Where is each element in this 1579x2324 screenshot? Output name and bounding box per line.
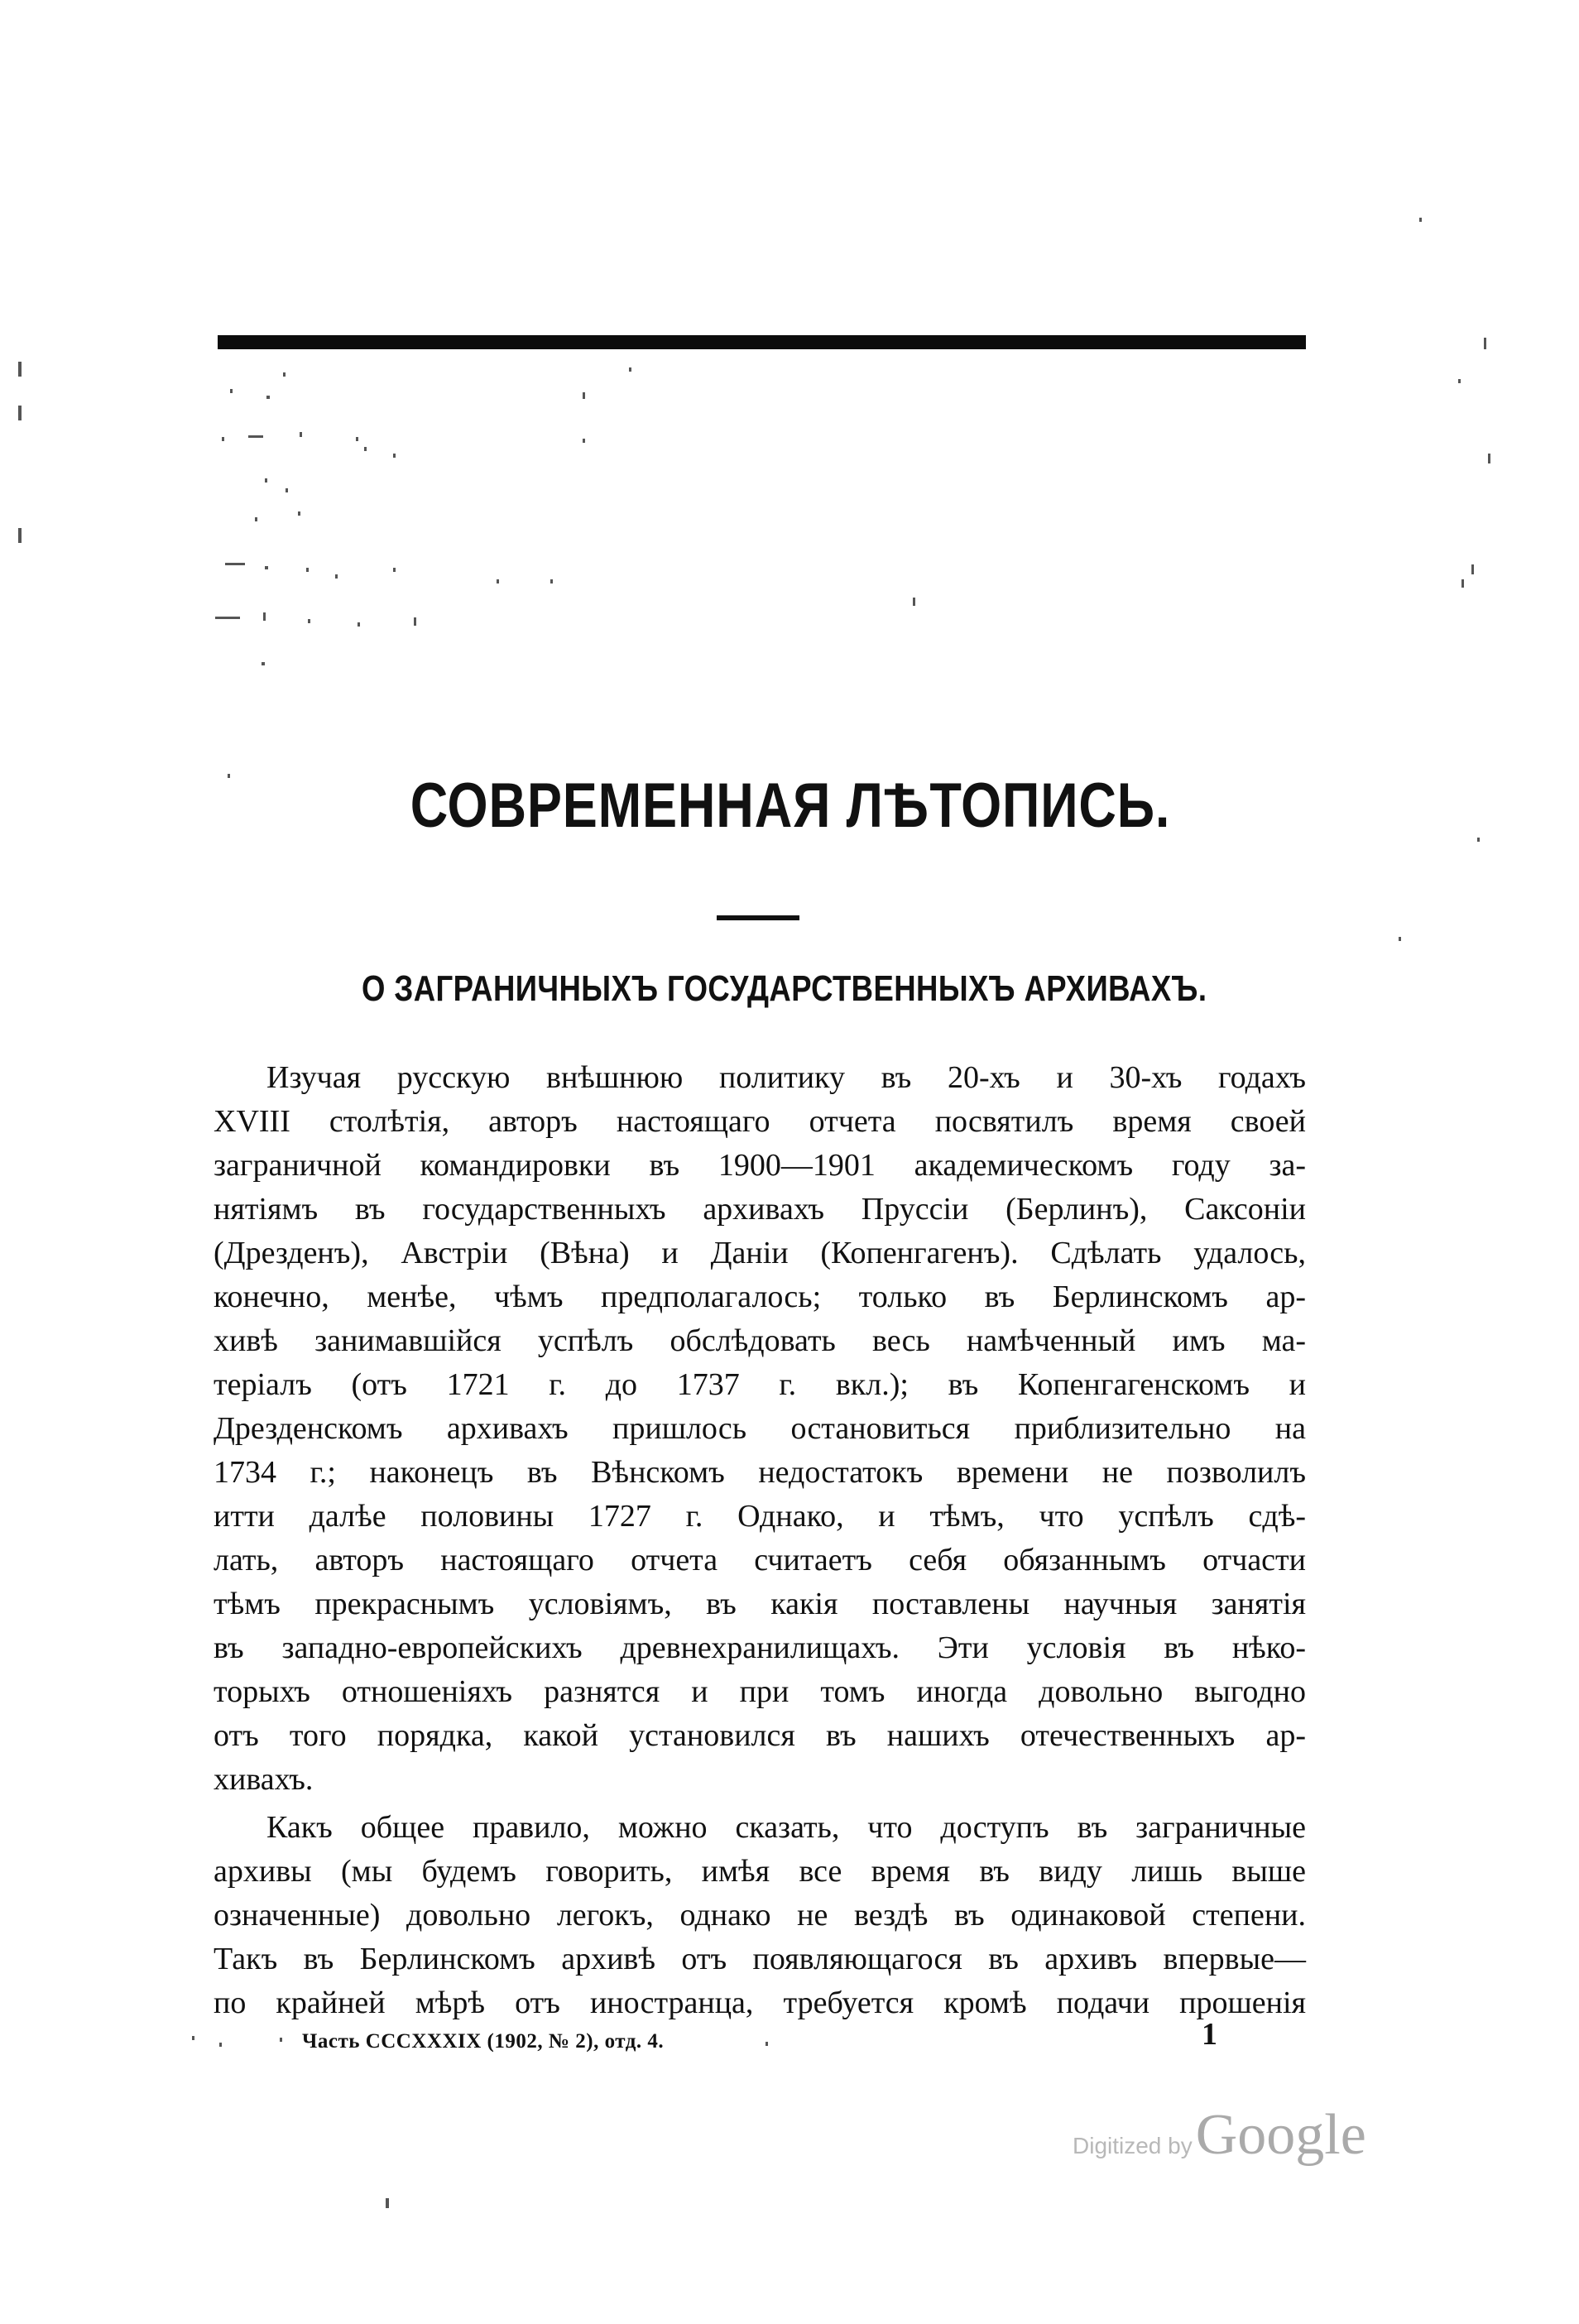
text-line: лать, авторъ настоящаго отчета считаетъ себя обязаннымъ отчасти: [214, 1543, 1306, 1577]
text-line: Какъ общее правило, можно сказать, что доступъ въ заграничные: [266, 1810, 1306, 1845]
text-line: Такъ въ Берлинскомъ архивѣ отъ появляющагося въ архивъ впервые—: [214, 1942, 1306, 1976]
main-title: СОВРЕМЕННАЯ ЛѢТОПИСЬ.: [410, 771, 1171, 841]
text-line: теріалъ (отъ 1721 г. до 1737 г. вкл.); въ Копенгагенскомъ и: [214, 1367, 1306, 1402]
google-logo: Google: [1195, 2103, 1366, 2167]
text-line: архивы (мы будемъ говорить, имѣя все время въ виду лишь выше: [214, 1854, 1306, 1889]
text-line: итти далѣе половины 1727 г. Однако, и тѣмъ, что успѣлъ сдѣ-: [214, 1499, 1306, 1534]
watermark-prefix: Digitized by: [1073, 2133, 1193, 2158]
footer-part-label: Часть CCCXXXIX (1902, № 2), отд. 4.: [302, 2030, 665, 2053]
text-line: Изучая русскую внѣшнюю политику въ 20-хъ и 30-хъ годахъ: [266, 1060, 1306, 1095]
paragraph-2: [214, 1806, 1306, 2025]
text-line: отъ того порядка, какой установился въ нашихъ отечественныхъ ар-: [214, 1718, 1306, 1753]
page-number: 1: [1202, 2017, 1217, 2052]
text-line: тѣмъ прекраснымъ условіямъ, въ какія поставлены научныя занятія: [214, 1587, 1306, 1621]
text-line: хивѣ занимавшійся успѣлъ обслѣдовать весь намѣченный имъ ма-: [214, 1323, 1306, 1358]
text-line: торыхъ отношеніяхъ разнятся и при томъ иногда довольно выгодно: [214, 1674, 1306, 1709]
section-heading: О ЗАГРАНИЧНЫХЪ ГОСУДАРСТВЕННЫХЪ АРХИВАХЪ.: [362, 968, 1207, 1009]
top-horizontal-rule: [218, 335, 1306, 349]
text-line: въ западно-европейскихъ древнехранилищахъ. Эти условія въ нѣко-: [214, 1630, 1306, 1665]
digitized-by-watermark: [1073, 2102, 1366, 2168]
text-line: конечно, менѣе, чѣмъ предполагалось; только въ Берлинскомъ ар-: [214, 1280, 1306, 1314]
text-line: хивахъ.: [214, 1762, 314, 1797]
paragraph-1: [214, 1056, 1306, 1802]
title-separator: [717, 915, 799, 920]
text-line: нятіямъ въ государственныхъ архивахъ Пруссіи (Берлинъ), Саксоніи: [214, 1192, 1306, 1227]
text-line: Дрезденскомъ архивахъ пришлось остановиться приблизительно на: [214, 1411, 1306, 1446]
text-line: XVIII столѣтія, авторъ настоящаго отчета посвятилъ время своей: [214, 1104, 1306, 1139]
text-line: означенные) довольно легокъ, однако не вездѣ въ одинаковой степени.: [214, 1898, 1306, 1933]
text-line: (Дрезденъ), Австріи (Вѣна) и Даніи (Копенгагенъ). Сдѣлать удалось,: [214, 1236, 1306, 1270]
text-line: по крайней мѣрѣ отъ иностранца, требуется кромѣ подачи прошенія: [214, 1985, 1306, 2020]
text-line: 1734 г.; наконецъ въ Вѣнскомъ недостатокъ времени не позволилъ: [214, 1455, 1306, 1490]
text-line: заграничной командировки въ 1900—1901 академическомъ году за-: [214, 1148, 1306, 1183]
